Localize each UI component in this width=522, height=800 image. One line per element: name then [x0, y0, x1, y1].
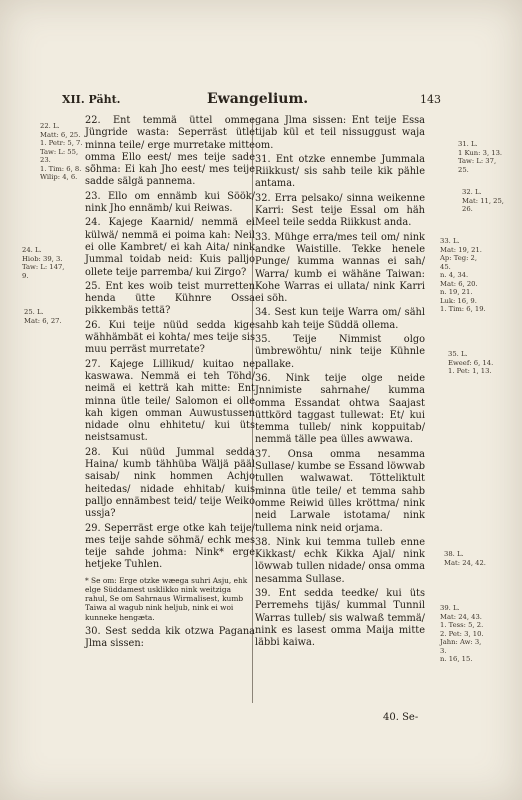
page-number: 143: [420, 93, 441, 106]
verse-34: 34. Sest kun teije Warra om/ sähl sahb kah teije Süddä ollema.: [255, 307, 425, 331]
running-title: Ewangelium.: [207, 91, 309, 107]
verse-26: 26. Kui teije nüüd sedda kige wähhämbät ei kohta/ mes teije sis muu perräst murretate?: [85, 319, 255, 356]
footnote: * Se om: Erge otzke wæega suhri Asju, ehk elge Süddamest usklikko nink weitziga rahul, Se om Sahrnaus Wirmalisest, kumb Taiwa al wagub nink heljub, nink ei woi kunneke hengæta.: [85, 575, 248, 622]
chapter-label: XII. Päht.: [62, 93, 121, 106]
margin-ref-right-6: 39. L. Mat: 24, 43. 1. Tess: 5, 2. 2. Pet: 3, 10. Jahn: Aw: 3, 3. n. 16, 15.: [440, 604, 484, 663]
verse-30: 30. Sest sedda kik otzwa Pagana Jlma sissen:: [85, 625, 255, 649]
page-header: [62, 93, 442, 115]
catchword: 40. Se-: [383, 712, 419, 723]
verse-38: 38. Nink kui temma tulleb enne Kikkast/ echk Kikka Ajal/ nink löwwab tullen nidade/ onsa omma nesamma Sullase.: [255, 536, 425, 585]
verse-24: 24. Kajege Kaarnid/ nemmä ei külwä/ nemmä ei poima kah: Neil ei olle Kambret/ ei kah Aita/ nink Jummal toidab neid: Kuis palljo ollete teije parremba/ kui Zirgo?: [85, 217, 255, 278]
verse-36: 36. Nink teije olge neide Jnnimiste sahrnahe/ kumma omma Essandat ohtwa Saajast üttkörd taggast tullewat: Et/ kui temma tulleb/ nink koppuitab/ nemmä tälle pea ülles awwawa.: [255, 372, 425, 446]
margin-ref-right-4: 35. L. Eweef: 6, 14. 1. Pet: 1, 13.: [448, 350, 494, 375]
margin-ref-left-2: 24. L. Hiob: 39, 3. Taw: L: 147, 9.: [22, 246, 65, 280]
left-column: [85, 115, 255, 652]
verse-25: 25. Ent kes woib teist murretten henda ütte Kühnre Ossa pikkembäs tettä?: [85, 280, 255, 317]
verse-23: 23. Ello om ennämb kui Söök/ nink Jho ennämb/ kui Reiwas.: [85, 190, 255, 215]
margin-ref-left-1: 22. L. Matt: 6, 25. 1. Petr: 5, 7. Taw: L: 55, 23. 1. Tim: 6, 8. Wilip: 4, 6.: [40, 122, 83, 181]
verse-35: 35. Teije Nimmist olgo ümbrewöhtu/ nink teije Kühnle pallake.: [255, 334, 425, 370]
verse-30-cont: gana Jlma sissen: Ent teije Essa tijab kül et teil nissuggust waja om.: [255, 115, 425, 151]
margin-ref-right-5: 38. L. Mat: 24, 42.: [444, 550, 486, 567]
verse-27: 27. Kajege Lillikud/ kuitao ne kaswawa. Nemmä ei teh Töhd/ neimä ei ketträ kah mitte: Ent minna ütle teile/ Salomon ei olle kah kigen omman Auwustussen nidade olnu ehhitetu/ kui üts neistsamust.: [85, 358, 255, 444]
margin-ref-left-3: 25. L. Mat: 6, 27.: [24, 308, 62, 325]
margin-ref-right-2: 32. L. Mat: 11, 25, 26.: [462, 188, 504, 213]
margin-ref-right-3: 33. L. Mat: 19, 21. Ap: Teg: 2, 45. n. 4, 34. Mat: 6, 20. n. 19, 21. Luk: 16, 9. 1. Tim: 6, 19.: [440, 237, 486, 313]
verse-29: 29. Seperräst erge otke kah teije/ mes teije sahde söhmä/ echk mes teije sahde johma: Nink* erge hetjeke Tuhlen.: [85, 522, 255, 571]
verse-22: 22. Ent temmä üttel omme Jüngride wasta: Seperräst ütle minna teile/ erge murretake mitte omma Ello eest/ mes teije sade sö̈hma: Ei kah Jho eest/ mes teije sadde sälgä pannema.: [85, 115, 255, 188]
verse-31: 31. Ent otzke ennembe Jummala Riikkust/ sis sahb teile kik pähle antama.: [255, 153, 425, 190]
verse-39: 39. Ent sedda teedke/ kui üts Perremehs tijäs/ kummal Tunnil Warras tulleb/ sis walwaß temmä/ nink es lasest omma Maija mitte läbbi kaiwa.: [255, 587, 425, 649]
verse-37: 37. Onsa omma nesamma Sullase/ kumbe se Essand löwwab tullen walwawat. Tõtteliktult minna ütle teile/ et temma sahb omme Reiwid ülles kröttma/ nink neid Larwale istotama/ nink tullema nink neid orjama.: [255, 448, 425, 534]
right-column: [255, 115, 425, 651]
verse-33: 33. Mühge erra/mes teil om/ nink andke Waistille. Tekke henele Punge/ kumma wannas ei sah/ Warra/ kumb ei wähäne Taiwan: Kohe Warras ei ullata/ nink Karri ei söh.: [255, 231, 425, 305]
margin-ref-right-1: 31. L. 1 Kun: 3, 13. Taw: L: 37, 25.: [458, 140, 503, 174]
verse-28: 28. Kui nüüd Jummal sedda Haina/ kumb tähhüba Wäljä pääl saisab/ nink hommen Achjo heitedas/ nidade ehhitab/ kuis palljo ennämbest teid/ teije Weiko ussja?: [85, 446, 255, 520]
verse-32: 32. Erra pelsako/ sinna weikenne Karri: Sest teije Essal om häh Meel teile sedda Riikkust anda.: [255, 192, 425, 229]
